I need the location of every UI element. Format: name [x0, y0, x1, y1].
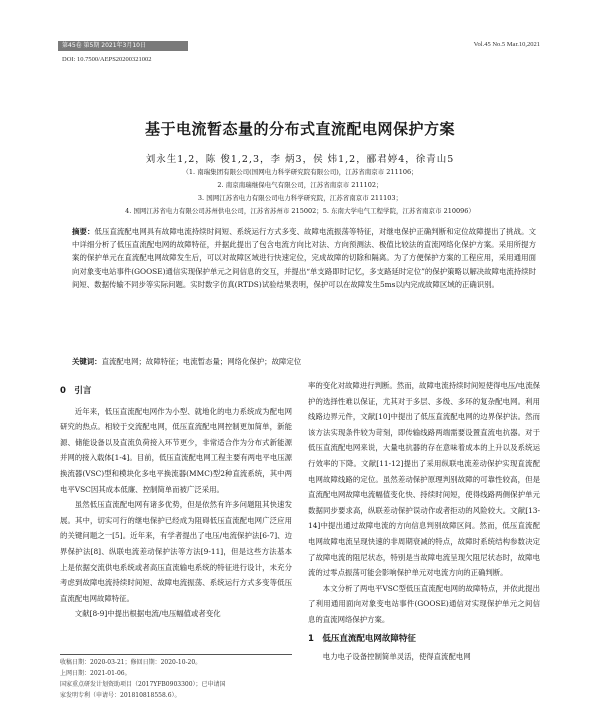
right-column	[308, 378, 540, 665]
paper-title: 基于电流暂态量的分布式直流配电网保护方案	[144, 120, 455, 138]
affiliation-line: 4. 国网江苏省电力有限公司苏州供电公司，江苏省苏州市 215002；5. 东南大学电气工程学院，江苏省南京市 210096）	[125, 207, 475, 215]
footnote-line: 国家重点研发计划资助项目（2017YFB0903300）；已申请国	[60, 681, 226, 688]
keywords-label: 关键词：	[72, 357, 102, 366]
journal-issue-banner: 第45卷 第5期 2021年3月10日	[58, 41, 188, 51]
body-paragraph: 本文分析了两电平VSC型低压直流配电网的故障特点，并依此提出了利用通用面向对象变电站事件(GOOSE)通信对实现保护单元之间信息的直流网络保护方案。	[308, 583, 540, 624]
body-paragraph: 率的变化对故障进行判断。然而，故障电流持续时间短使得电压/电流保护的选择性难以保证，尤其对于多层、多级、多环的复杂配电网。利用线路边界元件，文献[10]中提出了低压直流配电网的边界保护法。然而该方法实现条件较为苛刻，即传输线路两端需要设置直流电抗器。对于低压直流配电网来说，大量电抗器的存在意味着成本的上升以及系统运行效率的下降。文献[11-12]提出了采用纵联电流差动保护实现直流配电网故障线路的定位。虽然差动保护原理判别故障的可靠性较高，但是直流配电网故障电流幅值变化快、持续时间短，使得线路两侧保护单元数据同步要求高，纵联差动保护误动作或者拒动的风险较大。文献[13-14]中提出通过故障电流的方向信息判别故障区间。然而，低压直流配电网故障电流呈现快速的非周期衰减的特点，故障时系统结构参数决定了故障电流的阻尼状态，特别是当故障电流呈现欠阻尼状态时，故障电流的过零点振荡可能会影响保护单元对电流方向的正确判断。	[308, 381, 540, 578]
abstract-label: 摘要：	[72, 227, 95, 236]
footnotes	[60, 654, 292, 701]
body-paragraph: 近年来，低压直流配电网作为小型、就地化的电力系统成为配电网研究的热点。相较于交流配电网，低压直流配电网控制更加简单，新能源、储能设备以及直流负荷接入环节更少，非常适合作为分布式新能源并网的接入载体[1-4]。目前，低压直流配电网工程主要有两电平电压源换流器(VSC)型和模块化多电平换流器(MMC)型2种直流系统，其中两电平VSC因其成本低廉、控制简单而被广泛采用。	[60, 406, 292, 494]
keywords-text: 直流配电网；故障特征；电流暂态量；网络化保护；故障定位	[101, 357, 302, 366]
footnote-line: 收稿日期：2020-03-21；修回日期：2020-10-20。	[60, 659, 202, 666]
affiliation-line: （1. 南瑞集团有限公司(国网电力科学研究院有限公司)，江苏省南京市 211106；	[182, 168, 418, 176]
footnote-line: 上网日期：2021-01-06。	[60, 670, 131, 677]
footnote-line: 家发明专利（申请号：201810818558.6）。	[60, 692, 181, 699]
body-paragraph: 电力电子设备控制简单灵活，使得直流配电网	[322, 652, 471, 662]
section-heading-introduction: 0 引言	[60, 386, 92, 396]
affiliation-line: 3. 国网江苏省电力有限公司电力科学研究院，江苏省南京市 211103；	[197, 194, 403, 202]
body-paragraph: 虽然低压直流配电网有诸多优势，但是依然有许多问题阻其快速发展。其中，切实可行的继电保护已经成为阻碍低压直流配电网广泛应用的关键问题之一[5]。近年来，有学者提出了电压/电流保护法[6-7]、边界保护法[8]、纵联电流差动保护法等方法[9-11]，但是这些方法基本上是依据交流供电系统或者高压直流输电系统的特征进行设计，未充分考虑到故障电流持续时间短、故障电流振荡、系统运行方式多变等低压直流配电网故障特征。	[60, 500, 292, 603]
body-paragraph: 文献[8-9]中提出根据电流/电压幅值或者变化	[74, 609, 221, 619]
section-heading-fault-characteristics: 1 低压直流配电网故障特征	[308, 633, 416, 644]
affiliation-line: 2. 南京南瑞继保电气有限公司，江苏省南京市 211102；	[217, 181, 383, 189]
abstract	[72, 225, 536, 291]
journal-volume-en: Vol.45 No.5 Mar.10,2021	[473, 41, 540, 48]
abstract-text: 低压直流配电网具有故障电流持续时间短、系统运行方式多变、故障电流振荡等特征，对继电保护正确判断和定位故障提出了挑战。文中详细分析了低压直流配电网的故障特征，并据此提出了包含电流方向比对法、方向预测法、极值比较法的直流网络化保护方案。采用所提方案的保护单元在直流配电网故障发生后，可以对故障区域进行快速定位，完成故障的切除和隔离。为了方便保护方案的工程应用，采用通用面向对象变电站事件(GOOSE)通信实现保护单元之间信息的交互，并提出“单支路即时记忆，多支路延时定位”的保护策略以解决故障电流持续时间短、数据传输不同步等实际问题。实时数字仿真(RTDS)试验结果表明，保护可以在故障发生5ms以内完成故障区域的正确识别。	[72, 227, 536, 289]
author-list: 刘永生1,2，陈 俊1,2,3，李 炳3，侯 炜1,2，郦君婷4，徐青山5	[145, 154, 455, 165]
doi-text: DOI: 10.7500/AEPS20200321002	[62, 56, 152, 63]
keywords	[72, 356, 536, 367]
left-column	[60, 384, 292, 622]
